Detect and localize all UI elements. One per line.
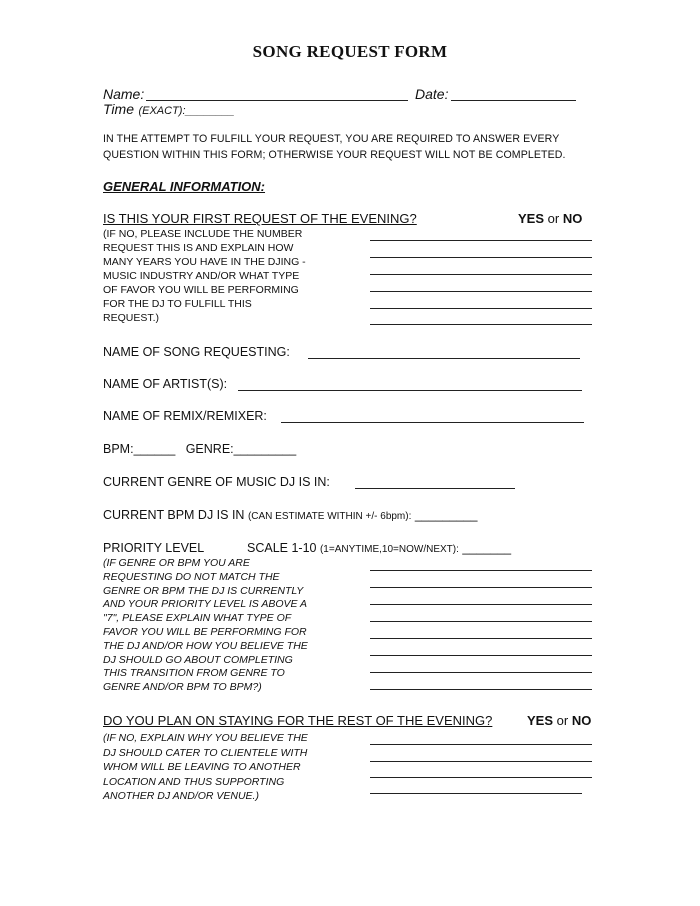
song-name-label: NAME OF SONG REQUESTING:	[103, 345, 290, 359]
time-qualifier: (EXACT):	[138, 105, 186, 117]
first-request-answer-line-4[interactable]	[370, 291, 592, 292]
priority-answer-line-3[interactable]	[370, 604, 592, 605]
first-request-answer-line-5[interactable]	[370, 308, 592, 309]
staying-answer-line-1[interactable]	[370, 744, 592, 745]
current-bpm-row	[103, 508, 477, 522]
staying-answer-line-2[interactable]	[370, 761, 592, 762]
time-row	[103, 101, 234, 119]
date-label: Date:	[415, 86, 449, 102]
no-option[interactable]: NO	[571, 713, 592, 728]
remix-field[interactable]	[281, 422, 584, 423]
artist-label: NAME OF ARTIST(S):	[103, 377, 228, 391]
staying-question: DO YOU PLAN ON STAYING FOR THE REST OF THE EVENING?	[103, 713, 493, 728]
priority-answer-line-6[interactable]	[370, 655, 592, 656]
priority-answer-line-5[interactable]	[370, 638, 592, 639]
first-request-answer-line-2[interactable]	[370, 257, 592, 258]
current-bpm-label: CURRENT BPM DJ IS IN	[103, 508, 245, 522]
staying-instructions: (IF NO, EXPLAIN WHY YOU BELIEVE THE DJ SHOULD CATER TO CLIENTELE WITH WHOM WILL BE LEAVING TO ANOTHER LOCATION AND THUS SUPPORTING ANOTHER DJ AND/OR VENUE.)	[103, 732, 308, 802]
bpm-field[interactable]: ______	[133, 442, 176, 456]
bpm-label: BPM:	[103, 442, 134, 456]
first-request-instructions: (IF NO, PLEASE INCLUDE THE NUMBER REQUEST THIS IS AND EXPLAIN HOW MANY YEARS YOU HAVE IN THE DJING - MUSIC INDUSTRY AND/OR WHAT TYPE OF FAVOR YOU WILL BE PERFORMING FOR THE DJ TO FULFILL THIS REQUEST.)	[103, 228, 306, 324]
current-bpm-note: (CAN ESTIMATE WITHIN +/- 6bpm):	[247, 511, 412, 522]
priority-answer-line-7[interactable]	[370, 672, 592, 673]
first-request-answer-line-6[interactable]	[370, 324, 592, 325]
first-request-answer-line-3[interactable]	[370, 274, 592, 275]
staying-answer-line-4[interactable]	[370, 793, 582, 794]
priority-instructions: (IF GENRE OR BPM YOU ARE REQUESTING DO NOT MATCH THE GENRE OR BPM THE DJ IS CURRENTLY AND YOUR PRIORITY LEVEL IS ABOVE A "7", PLEASE EXPLAIN WHAT TYPE OF FAVOR YOU WILL BE PERFORMING FOR THE DJ AND/OR HOW YOU BELIEVE THE DJ SHOULD GO ABOUT COMPLETING THIS TRANSITION FROM GENRE TO GENRE AND/OR BPM TO BPM?)	[103, 557, 308, 694]
genre-label: GENRE:	[185, 442, 234, 456]
or-text: or	[556, 713, 569, 728]
yes-option[interactable]: YES	[527, 713, 554, 728]
current-genre-label: CURRENT GENRE OF MUSIC DJ IS IN:	[103, 475, 330, 489]
form-title: SONG REQUEST FORM	[252, 42, 448, 61]
genre-field[interactable]: _________	[233, 442, 297, 456]
priority-answer-line-8[interactable]	[370, 689, 592, 690]
general-information-heading: GENERAL INFORMATION:	[103, 179, 266, 194]
priority-scale-note: (1=ANYTIME,10=NOW/NEXT):	[319, 544, 459, 555]
priority-scale-label: SCALE 1-10	[247, 541, 317, 555]
current-genre-field[interactable]	[355, 488, 515, 489]
notice-line-1: IN THE ATTEMPT TO FULFILL YOUR REQUEST, YOU ARE REQUIRED TO ANSWER EVERY	[103, 133, 560, 145]
staying-answer-line-3[interactable]	[370, 777, 592, 778]
name-label: Name:	[103, 86, 145, 102]
time-label: Time	[103, 101, 134, 117]
notice-line-2: QUESTION WITHIN THIS FORM; OTHERWISE YOUR REQUEST WILL NOT BE COMPLETED.	[103, 149, 566, 161]
first-request-answer-line-1[interactable]	[370, 240, 592, 241]
yes-option[interactable]: YES	[518, 211, 545, 226]
artist-field[interactable]	[238, 390, 582, 391]
priority-field[interactable]: _______	[462, 541, 512, 555]
priority-answer-line-4[interactable]	[370, 621, 592, 622]
time-field[interactable]: ________	[185, 105, 235, 117]
first-request-question: IS THIS YOUR FIRST REQUEST OF THE EVENING?	[103, 211, 417, 226]
date-field[interactable]	[451, 100, 576, 101]
priority-label: PRIORITY LEVEL	[103, 541, 205, 555]
no-option[interactable]: NO	[562, 211, 583, 226]
current-bpm-field[interactable]: _________	[414, 508, 478, 522]
remix-label: NAME OF REMIX/REMIXER:	[103, 409, 267, 423]
staying-yes-no[interactable]	[527, 713, 591, 728]
first-request-yes-no[interactable]	[518, 211, 582, 226]
priority-answer-line-1[interactable]	[370, 570, 592, 571]
or-text: or	[547, 211, 560, 226]
song-name-field[interactable]	[308, 358, 580, 359]
priority-scale-row	[247, 541, 511, 555]
priority-answer-line-2[interactable]	[370, 587, 592, 588]
bpm-genre-row	[103, 442, 296, 456]
